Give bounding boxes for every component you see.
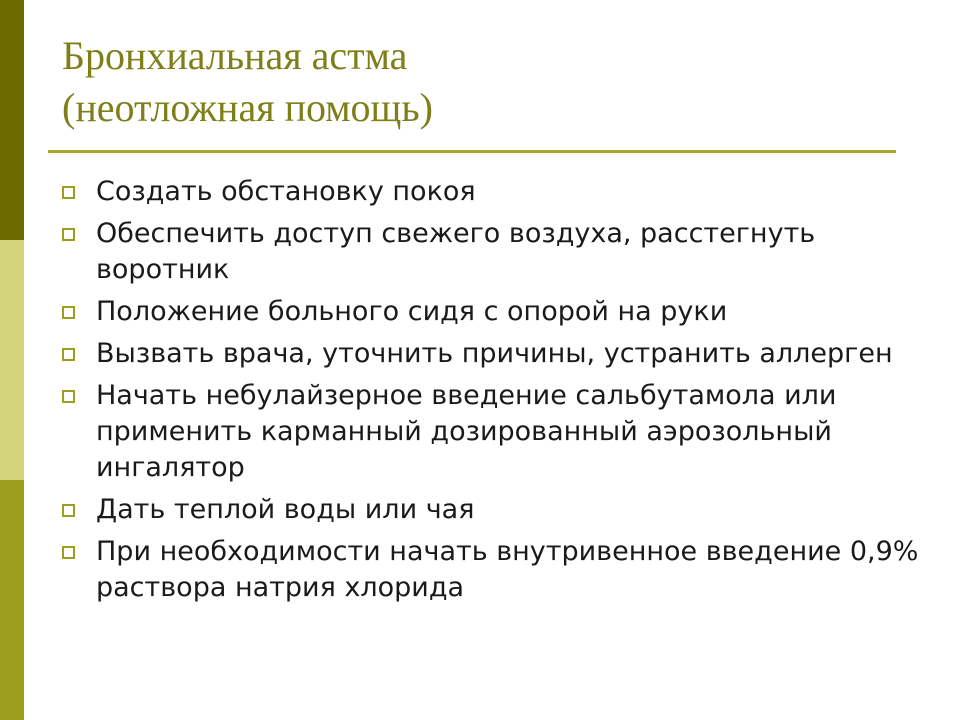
- bullet-item: [62, 336, 922, 372]
- hollow-square-bullet-icon: [62, 228, 75, 241]
- bullet-item: [62, 492, 922, 528]
- bullet-item: [62, 174, 922, 210]
- bullet-item: [62, 534, 922, 606]
- bullet-text: Обеспечить доступ свежего воздуха, расстегнуть воротник: [96, 218, 816, 285]
- bullet-item: [62, 216, 922, 288]
- bullet-text: Положение больного сидя с опорой на руки: [96, 296, 728, 327]
- bullet-list: [62, 174, 922, 612]
- bullet-text: Создать обстановку покоя: [96, 176, 476, 207]
- bullet-text: При необходимости начать внутривенное введение 0,9% раствора натрия хлорида: [96, 536, 919, 603]
- bullet-text: Начать небулайзерное введение сальбутамола или применить карманный дозированный аэрозольный ингалятор: [96, 380, 837, 483]
- hollow-square-bullet-icon: [62, 504, 75, 517]
- side-stripe-middle: [0, 240, 24, 480]
- slide-title-line-2: (неотложная помощь): [62, 85, 433, 130]
- bullet-item: [62, 294, 922, 330]
- slide-title-line-1: Бронхиальная астма: [62, 33, 408, 78]
- hollow-square-bullet-icon: [62, 348, 75, 361]
- side-stripe-top: [0, 0, 24, 240]
- title-divider: [48, 150, 896, 153]
- hollow-square-bullet-icon: [62, 186, 75, 199]
- hollow-square-bullet-icon: [62, 390, 75, 403]
- slide-title: [62, 30, 892, 134]
- bullet-text: Вызвать врача, уточнить причины, устранить аллерген: [96, 338, 893, 369]
- hollow-square-bullet-icon: [62, 546, 75, 559]
- bullet-text: Дать теплой воды или чая: [96, 494, 475, 525]
- bullet-item: [62, 378, 922, 486]
- side-stripe-bottom: [0, 480, 24, 720]
- hollow-square-bullet-icon: [62, 306, 75, 319]
